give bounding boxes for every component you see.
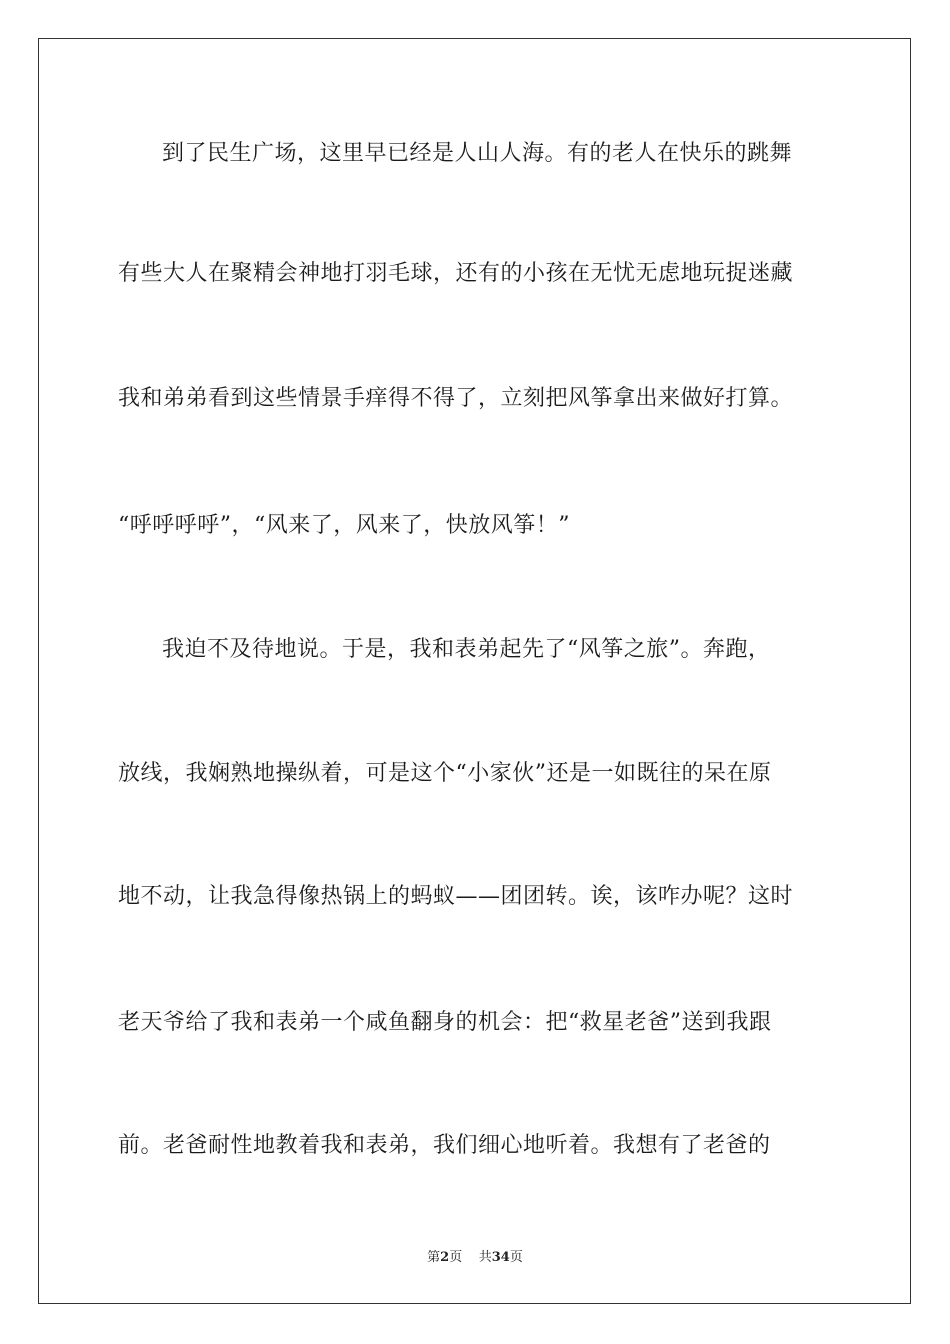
text-line-9: 前。老爸耐性地教着我和表弟，我们细心地听着。我想有了老爸的 [118,1133,771,1158]
text-line-2: 有些大人在聚精会神地打羽毛球，还有的小孩在无忧无虑地玩捉迷藏 [118,261,794,286]
text-line-3: 我和弟弟看到这些情景手痒得不得了，立刻把风筝拿出来做好打算。 [118,386,794,411]
page-number: 2 [440,1250,450,1265]
page-suffix: 页 [449,1250,463,1265]
page-prefix: 第 [427,1250,441,1265]
text-line-6: 放线，我娴熟地操纵着，可是这个“小家伙”还是一如既往的呆在原 [118,761,772,786]
page-border [38,38,911,1304]
text-line-5: 我迫不及待地说。于是，我和表弟起先了“风筝之旅”。奔跑， [162,637,771,662]
total-prefix: 共 [478,1250,492,1265]
text-line-1: 到了民生广场，这里早已经是人山人海。有的老人在快乐的跳舞 [162,141,793,166]
text-line-7: 地不动，让我急得像热锅上的蚂蚁——团团转。诶，该咋办呢？这时 [118,884,794,909]
page-footer [0,1246,950,1265]
text-line-4: “呼呼呼呼”，“风来了，风来了，快放风筝！” [118,513,570,538]
text-line-8: 老天爷给了我和表弟一个咸鱼翻身的机会：把“救星老爸”送到我跟 [118,1010,772,1035]
total-suffix: 页 [509,1250,523,1265]
total-pages: 34 [491,1250,510,1265]
